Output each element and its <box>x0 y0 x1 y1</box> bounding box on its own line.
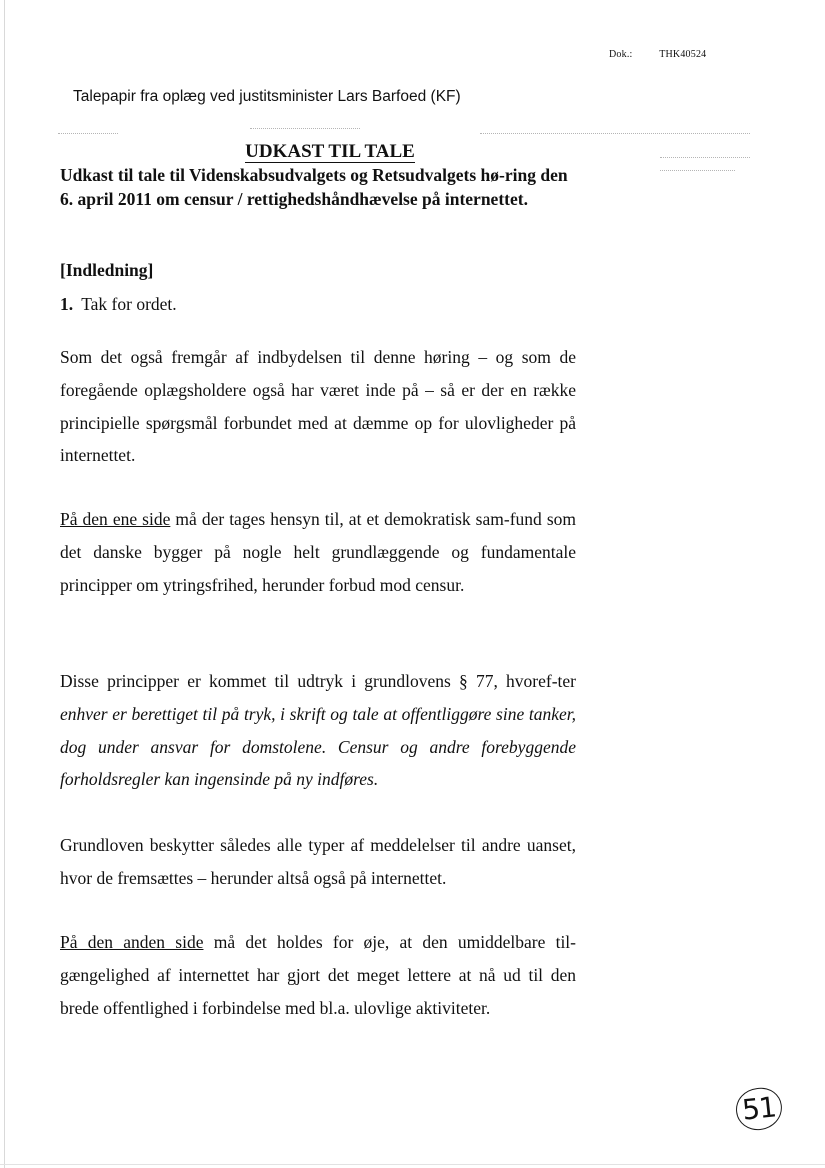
item-number: 1. <box>60 294 74 314</box>
page-title <box>0 141 660 163</box>
document-subtitle: Udkast til tale til Videnskabsudvalgets og Retsudvalgets hø-ring den 6. april 2011 om censur / rettighedshåndhævelse på internettet. <box>60 165 568 209</box>
paragraph-5 <box>60 926 576 1024</box>
scan-speckle <box>660 157 750 159</box>
paragraph-2-rest: må der tages hensyn til, at et demokratisk sam-fund som det danske bygger på nogle helt grundlæggende og fundamentale principper om ytringsfrihed, herunder forbud mod censur. <box>60 509 576 595</box>
paragraph-3 <box>60 665 576 796</box>
doc-code: THK40524 <box>659 49 707 60</box>
scan-speckle <box>58 133 118 135</box>
doc-label: Dok.: <box>609 49 633 60</box>
paragraph-2-lead: På den ene side <box>60 509 171 529</box>
scan-speckle <box>480 133 750 135</box>
paragraph-5-rest: må det holdes for øje, at den umiddelbare til-gængelighed af internettet har gjort det meget lettere at nå ud til den brede offentlighed i forbindelse med bl.a. ulovlige aktiviteter. <box>60 932 576 1018</box>
document-reference <box>609 49 706 60</box>
page-number-stamp: 51 <box>734 1086 784 1133</box>
item-text: Tak for ordet. <box>81 294 177 314</box>
header-line: Talepapir fra oplæg ved justitsminister Lars Barfoed (KF) <box>73 88 461 105</box>
numbered-item <box>60 294 177 315</box>
paragraph-3-intro: Disse principper er kommet til udtryk i grundlovens § 77, hvoref-ter <box>60 671 576 691</box>
paragraph-3-quote: enhver er berettiget til på tryk, i skrift og tale at offentliggøre sine tanker, dog under ansvar for domstolene. Censur og andre forebyggende forholdsregler kan ingensinde på ny indføres. <box>60 703 576 790</box>
scan-speckle <box>250 128 360 130</box>
scan-speckle <box>660 170 735 172</box>
scan-edge-left <box>4 0 5 1168</box>
paragraph-4: Grundloven beskytter således alle typer af meddelelser til andre uanset, hvor de fremsættes – herunder altså også på internettet. <box>60 835 576 888</box>
paragraph-1: Som det også fremgår af indbydelsen til denne høring – og som de foregående oplægsholdere også har været inde på – så er der en række principielle spørgsmål forbundet med at dæmme op for ulovligheder på internettet. <box>60 347 576 466</box>
section-heading: [Indledning] <box>60 260 154 280</box>
paragraph-2 <box>60 503 576 601</box>
page-title-text: UDKAST TIL TALE <box>245 141 415 162</box>
paragraph-5-lead: På den anden side <box>60 932 204 952</box>
scan-edge-bottom <box>0 1164 825 1165</box>
